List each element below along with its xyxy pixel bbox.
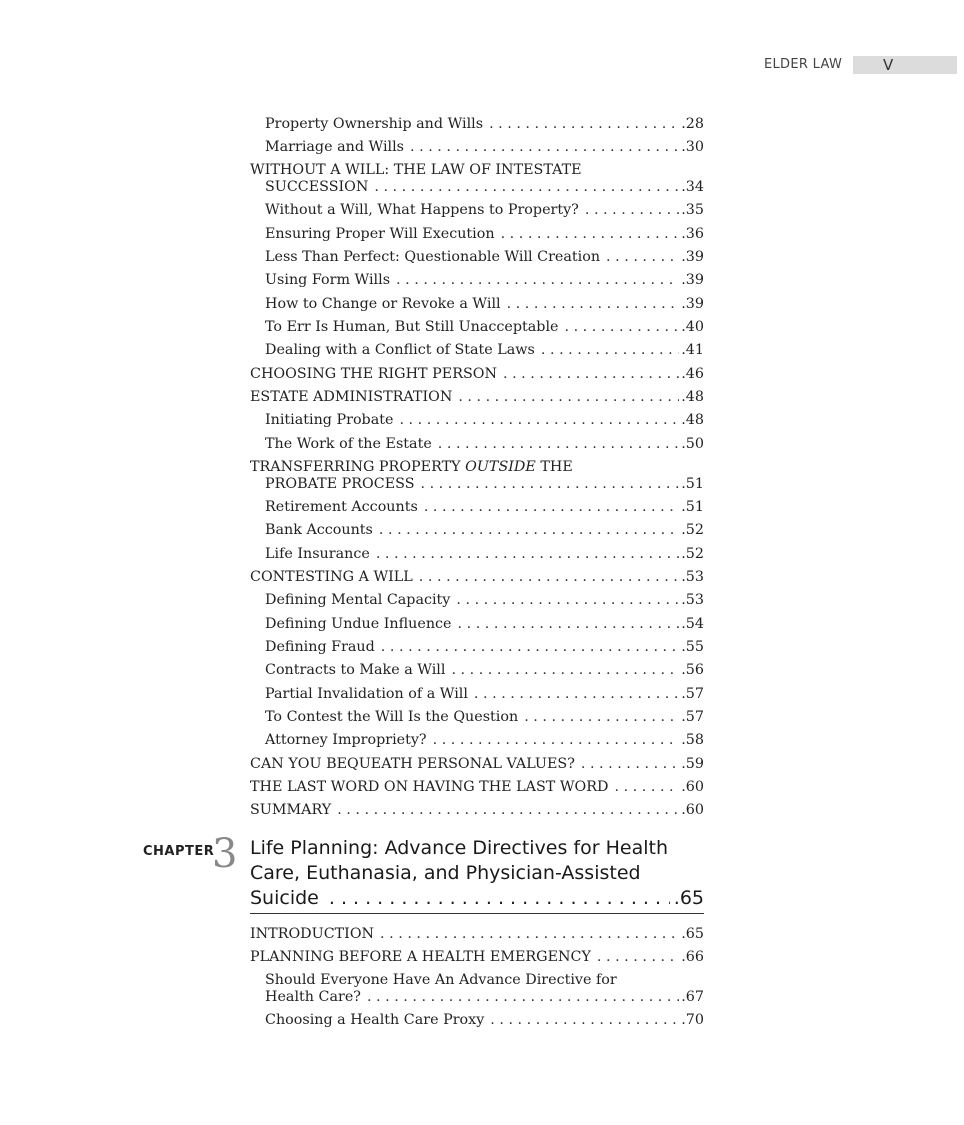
toc-entry-page: .36 bbox=[681, 226, 704, 242]
toc-entry-label-line1: WITHOUT A WILL: THE LAW OF INTESTATE bbox=[250, 162, 582, 178]
toc-entry bbox=[250, 639, 704, 657]
toc-entry-page: .67 bbox=[681, 989, 704, 1005]
toc-entry-page: .70 bbox=[681, 1012, 704, 1028]
toc-entry bbox=[250, 1012, 704, 1030]
toc-entry-label: Initiating Probate bbox=[265, 412, 394, 428]
toc-entry-label: Defining Mental Capacity bbox=[265, 592, 451, 608]
toc-entry-label: Choosing a Health Care Proxy bbox=[265, 1012, 485, 1028]
toc-entry-page: .60 bbox=[681, 802, 704, 818]
toc-entry-page: .53 bbox=[681, 569, 704, 585]
chapter-label: CHAPTER bbox=[143, 844, 215, 859]
toc-entry-page: .57 bbox=[681, 686, 704, 702]
toc-entry-page: .39 bbox=[681, 249, 704, 265]
dot-leader bbox=[329, 886, 670, 911]
dot-leader bbox=[458, 389, 679, 406]
toc-entry-label: To Contest the Will Is the Question bbox=[265, 709, 519, 725]
toc-entry-label: Property Ownership and Wills bbox=[265, 116, 484, 132]
toc-entry bbox=[250, 756, 704, 774]
toc-entry-page: .50 bbox=[681, 436, 704, 452]
dot-leader bbox=[396, 272, 679, 289]
toc-entry-page: .60 bbox=[681, 779, 704, 795]
toc-entry bbox=[250, 389, 704, 407]
toc-entry-label-line1: Should Everyone Have An Advance Directive for bbox=[265, 972, 617, 988]
dot-leader bbox=[381, 639, 679, 656]
dot-leader bbox=[501, 226, 680, 243]
dot-leader bbox=[419, 569, 679, 586]
toc-entry-label: Life Insurance bbox=[265, 546, 370, 562]
toc-entry-page: .48 bbox=[681, 389, 704, 405]
toc-entry-label: Without a Will, What Happens to Property? bbox=[265, 202, 579, 218]
toc-entry bbox=[250, 802, 704, 820]
toc-entry-page: .58 bbox=[681, 732, 704, 748]
toc-entry bbox=[250, 342, 704, 360]
toc-entry bbox=[250, 179, 704, 197]
toc-entry bbox=[250, 296, 704, 314]
dot-leader bbox=[410, 139, 679, 156]
toc-entry-page: .56 bbox=[681, 662, 704, 678]
dot-leader bbox=[581, 756, 679, 773]
chapter-title-line2: Care, Euthanasia, and Physician-Assisted bbox=[250, 862, 641, 884]
toc-entry bbox=[250, 249, 704, 267]
toc-entry-label: Marriage and Wills bbox=[265, 139, 405, 155]
dot-leader bbox=[541, 342, 679, 359]
dot-leader bbox=[380, 926, 679, 943]
toc-entry-label: INTRODUCTION bbox=[250, 926, 375, 942]
toc-entry-page: .54 bbox=[681, 616, 704, 632]
chapter-title-end: Suicide bbox=[250, 887, 319, 909]
dot-leader bbox=[438, 436, 679, 453]
toc-entry bbox=[250, 499, 704, 517]
dot-leader bbox=[489, 116, 679, 133]
toc-entry-page: .30 bbox=[681, 139, 704, 155]
toc-entry bbox=[250, 202, 704, 220]
toc-entry bbox=[250, 709, 704, 727]
toc-entry bbox=[250, 522, 704, 540]
toc-entry bbox=[250, 779, 704, 797]
dot-leader bbox=[615, 779, 680, 796]
toc-entry-page: .48 bbox=[681, 412, 704, 428]
toc-entry-label: CONTESTING A WILL bbox=[250, 569, 413, 585]
dot-leader bbox=[399, 412, 679, 429]
toc-entry bbox=[250, 272, 704, 290]
dot-leader bbox=[433, 732, 680, 749]
toc-entry-page: .55 bbox=[681, 639, 704, 655]
dot-leader bbox=[564, 319, 679, 336]
toc-entry bbox=[250, 226, 704, 244]
dot-leader bbox=[524, 709, 679, 726]
toc-entry-label: Less Than Perfect: Questionable Will Creation bbox=[265, 249, 601, 265]
toc-entry-label: How to Change or Revoke a Will bbox=[265, 296, 501, 312]
dot-leader bbox=[490, 1012, 679, 1029]
toc-entry-label: Bank Accounts bbox=[265, 522, 373, 538]
toc-entry-page: .51 bbox=[681, 499, 704, 515]
toc-entry-label: To Err Is Human, But Still Unacceptable bbox=[265, 319, 559, 335]
chapter-number: 3 bbox=[212, 831, 238, 877]
dot-leader bbox=[367, 989, 679, 1006]
toc-entry bbox=[250, 732, 704, 750]
toc-entry bbox=[250, 949, 704, 967]
toc-entry bbox=[250, 436, 704, 454]
toc-entry-label: Health Care? bbox=[265, 989, 361, 1005]
dot-leader bbox=[597, 949, 679, 966]
toc-entry-page: .28 bbox=[681, 116, 704, 132]
toc-entry-label-line1: TRANSFERRING PROPERTY OUTSIDE THE bbox=[250, 459, 573, 475]
toc-entry-label: Defining Undue Influence bbox=[265, 616, 452, 632]
dot-leader bbox=[507, 296, 680, 313]
toc-entry-page: .51 bbox=[681, 476, 704, 492]
toc-entry-page: .39 bbox=[681, 272, 704, 288]
dot-leader bbox=[456, 592, 679, 609]
toc-entry bbox=[250, 686, 704, 704]
toc-entry bbox=[250, 412, 704, 430]
toc-entry-page: .66 bbox=[681, 949, 704, 965]
dot-leader bbox=[376, 546, 679, 563]
toc-entry-page: .59 bbox=[681, 756, 704, 772]
toc-entry-page: .35 bbox=[681, 202, 704, 218]
toc-entry-label: Ensuring Proper Will Execution bbox=[265, 226, 495, 242]
toc-entry-page: .52 bbox=[681, 522, 704, 538]
toc-entry-page: .41 bbox=[681, 342, 704, 358]
toc-entry-label: The Work of the Estate bbox=[265, 436, 432, 452]
toc-entry bbox=[250, 662, 704, 680]
dot-leader bbox=[379, 522, 679, 539]
toc-entry bbox=[250, 139, 704, 157]
toc-entry-label: PLANNING BEFORE A HEALTH EMERGENCY bbox=[250, 949, 591, 965]
dot-leader bbox=[424, 499, 679, 516]
toc-entry-label: Attorney Impropriety? bbox=[265, 732, 427, 748]
dot-leader bbox=[458, 616, 680, 633]
toc-entry-label: THE LAST WORD ON HAVING THE LAST WORD bbox=[250, 779, 609, 795]
toc-entry bbox=[250, 546, 704, 564]
toc-entry-label: Dealing with a Conflict of State Laws bbox=[265, 342, 535, 358]
chapter-title-line1: Life Planning: Advance Directives for Health bbox=[250, 837, 668, 859]
toc-entry-label: CAN YOU BEQUEATH PERSONAL VALUES? bbox=[250, 756, 575, 772]
toc-entry-label: Defining Fraud bbox=[265, 639, 375, 655]
toc-entry-page: .39 bbox=[681, 296, 704, 312]
toc-entry-page: .65 bbox=[681, 926, 704, 942]
toc-entry bbox=[250, 476, 704, 494]
dot-leader bbox=[337, 802, 679, 819]
toc-entry-page: .46 bbox=[681, 366, 704, 382]
toc-entry bbox=[250, 592, 704, 610]
dot-leader bbox=[421, 476, 680, 493]
toc-entry bbox=[250, 989, 704, 1007]
dot-leader bbox=[374, 179, 679, 196]
toc-entry-label: PROBATE PROCESS bbox=[265, 476, 415, 492]
toc-entry-label: Using Form Wills bbox=[265, 272, 391, 288]
toc-entry bbox=[250, 616, 704, 634]
toc-entry bbox=[250, 116, 704, 134]
toc-entry-label: CHOOSING THE RIGHT PERSON bbox=[250, 366, 497, 382]
chapter-title-line3 bbox=[250, 886, 704, 914]
dot-leader bbox=[474, 686, 679, 703]
toc-entry-label: Retirement Accounts bbox=[265, 499, 418, 515]
running-header-title: ELDER LAW bbox=[764, 57, 843, 72]
dot-leader bbox=[606, 249, 679, 266]
toc-entry-label: SUMMARY bbox=[250, 802, 332, 818]
toc-entry bbox=[250, 319, 704, 337]
toc-entry-page: .52 bbox=[681, 546, 704, 562]
dot-leader bbox=[503, 366, 679, 383]
toc-entry bbox=[250, 366, 704, 384]
toc-entry-page: .34 bbox=[681, 179, 704, 195]
toc-entry-label: ESTATE ADMINISTRATION bbox=[250, 389, 453, 405]
dot-leader bbox=[451, 662, 679, 679]
toc-entry-label: Contracts to Make a Will bbox=[265, 662, 446, 678]
toc-entry bbox=[250, 926, 704, 944]
running-header bbox=[764, 56, 964, 74]
toc-entry-page: .40 bbox=[681, 319, 704, 335]
toc-entry-label: Partial Invalidation of a Will bbox=[265, 686, 468, 702]
page-folio: V bbox=[853, 56, 957, 74]
toc-entry bbox=[250, 569, 704, 587]
dot-leader bbox=[585, 202, 679, 219]
chapter-page: .65 bbox=[673, 887, 704, 909]
toc-entry-page: .53 bbox=[681, 592, 704, 608]
toc-entry-page: .57 bbox=[681, 709, 704, 725]
toc-entry-label: SUCCESSION bbox=[265, 179, 369, 195]
